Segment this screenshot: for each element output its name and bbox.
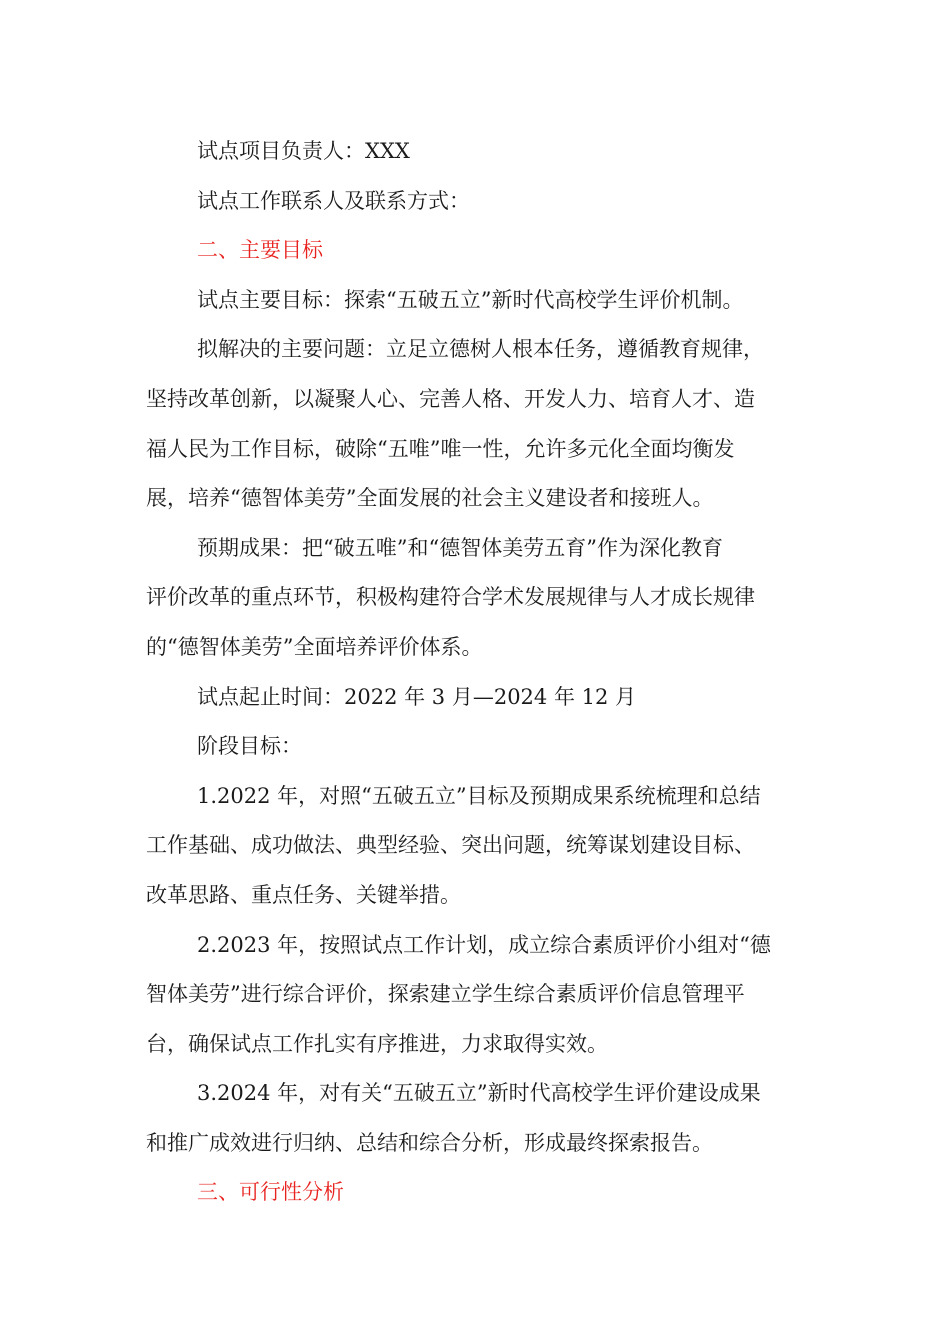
stage-2022-line: 工作基础、成功做法、典型经验、突出问题，统筹谋划建设目标、 <box>146 833 755 858</box>
contact-line: 试点工作联系人及联系方式： <box>197 188 470 213</box>
section-heading-feasibility: 三、可行性分析 <box>197 1180 344 1205</box>
section-heading-main-goals: 二、主要目标 <box>197 238 323 263</box>
stage-2024-line: 和推广成效进行归纳、总结和综合分析，形成最终探索报告。 <box>146 1130 713 1155</box>
stage-2022-line: 1.2022 年，对照“五破五立”目标及预期成果系统梳理和总结 <box>197 783 761 808</box>
document-body <box>146 127 806 1218</box>
project-leader-line: 试点项目负责人：XXX <box>197 139 410 163</box>
problems-paragraph-line: 展，培养“德智体美劳”全面发展的社会主义建设者和接班人。 <box>146 486 714 511</box>
stage-2023-line: 智体美劳”进行综合评价，探索建立学生综合素质评价信息管理平 <box>146 982 745 1007</box>
problems-paragraph-line: 福人民为工作目标，破除“五唯”唯一性，允许多元化全面均衡发 <box>146 436 735 461</box>
expected-results-line: 评价改革的重点环节，积极构建符合学术发展规律与人才成长规律 <box>146 585 755 610</box>
expected-results-line: 预期成果：把“破五唯”和“德智体美劳五育”作为深化教育 <box>197 535 723 560</box>
problems-paragraph-line: 拟解决的主要问题：立足立德树人根本任务，遵循教育规律， <box>197 337 764 362</box>
stage-2022-line: 改革思路、重点任务、关键举措。 <box>146 882 461 907</box>
stage-2023-line: 台，确保试点工作扎实有序推进，力求取得实效。 <box>146 1031 608 1056</box>
pilot-period-line: 试点起止时间：2022 年 3 月—2024 年 12 月 <box>197 684 637 709</box>
main-goal-line: 试点主要目标：探索“五破五立”新时代高校学生评价机制。 <box>197 287 744 312</box>
stage-2023-line: 2.2023 年，按照试点工作计划，成立综合素质评价小组对“德 <box>197 932 771 957</box>
stage-2024-line: 3.2024 年，对有关“五破五立”新时代高校学生评价建设成果 <box>197 1081 761 1106</box>
stage-goals-label: 阶段目标： <box>197 734 302 759</box>
problems-paragraph-line: 坚持改革创新，以凝聚人心、完善人格、开发人力、培育人才、造 <box>146 386 755 411</box>
expected-results-line: 的“德智体美劳”全面培养评价体系。 <box>146 634 483 659</box>
